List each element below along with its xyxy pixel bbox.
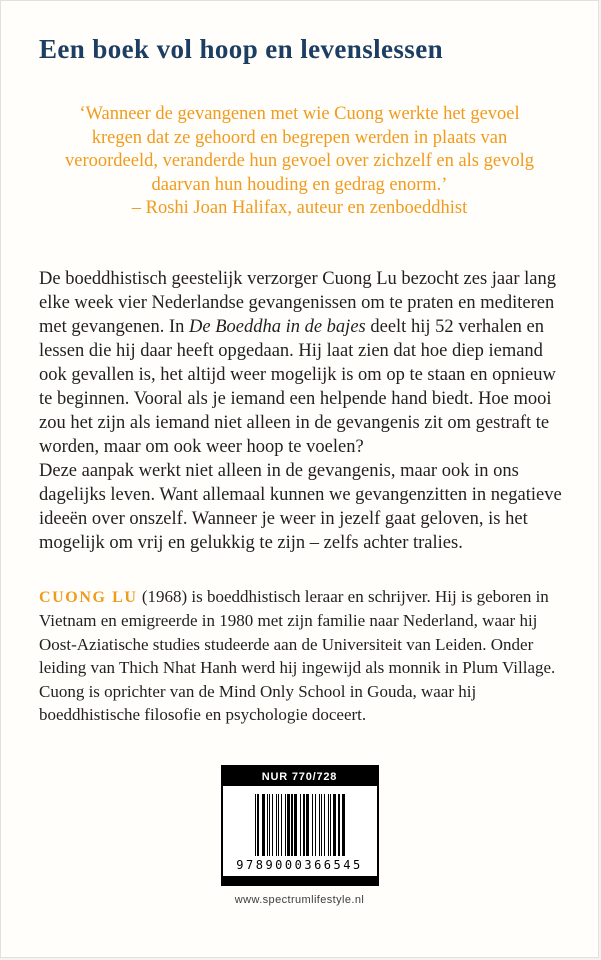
- barcode-number: 9789000366545: [236, 857, 363, 872]
- book-title-inline: De Boeddha in de bajes: [189, 316, 366, 337]
- description-p1-before: De boeddhistisch geestelijk verzorger Cuong Lu bezocht zes jaar lang elke week vier Nederlandse gevangenissen om te praten en mediteren met gevangenen. In: [39, 268, 556, 337]
- description-p1-after: deelt hij 52 verhalen en lessen die hij daar heeft opgedaan. Hij laat zien dat hoe diep iemand ook gevallen is, het altijd weer mogelijk is om op te staan en opnieuw te beginnen. Vooral als je iemand een helpende hand biedt. Hoe mooi zou het zijn als iemand niet alleen in de gevangenis zit om gestraft te worden, maar om ook weer hoop te voelen?: [39, 316, 556, 457]
- headline: Een boek vol hoop en levenslessen: [39, 34, 444, 64]
- barcode-box: [221, 765, 379, 886]
- description: [39, 267, 566, 555]
- nur-banner: [223, 767, 377, 786]
- endorsement-quote: [60, 103, 540, 221]
- author-name: CUONG LU: [39, 588, 138, 606]
- website-url: www.spectrumlifestyle.nl: [234, 893, 365, 906]
- description-paragraph-2: Deze aanpak werkt niet alleen in de gevangenis, maar ook in ons dagelijks leven. Want allemaal kunnen we gevangenzitten in negatieve ideeën over onszelf. Wanneer je weer in jezelf gaat geloven, is het mogelijk om vrij en gelukkig te zijn – zelfs achter tralies.: [39, 460, 562, 553]
- barcode-block: [221, 765, 379, 906]
- author-bio-text: (1968) is boeddhistisch leraar en schrijver. Hij is geboren in Vietnam en emigreerde in 1980 met zijn familie naar Nederland, waar hij Oost-Aziatische studies studeerde aan de Universiteit van Leiden. Onder leiding van Thich Nhat Hanh werd hij ingewijd als monnik in Plum Village. Cuong is oprichter van de Mind Only School in Gouda, waar hij boeddhistische filosofie en psychologie doceert.: [39, 586, 556, 724]
- quote-text: ‘Wanneer de gevangenen met wie Cuong werkte het gevoel kregen dat ze gehoord en begrepen werden in plaats van veroordeeld, veranderde hun gevoel over zichzelf en als gevolg daarvan hun houding en gedrag enorm.’: [65, 104, 534, 195]
- quote-attribution: – Roshi Joan Halifax, auteur en zenboeddhist: [131, 198, 468, 218]
- nur-label: NUR 770/728: [261, 770, 338, 783]
- author-bio: [39, 585, 570, 727]
- description-paragraph-1: [39, 267, 566, 459]
- barcode-bars: [235, 794, 367, 856]
- barcode-bottom-strip: [223, 876, 377, 884]
